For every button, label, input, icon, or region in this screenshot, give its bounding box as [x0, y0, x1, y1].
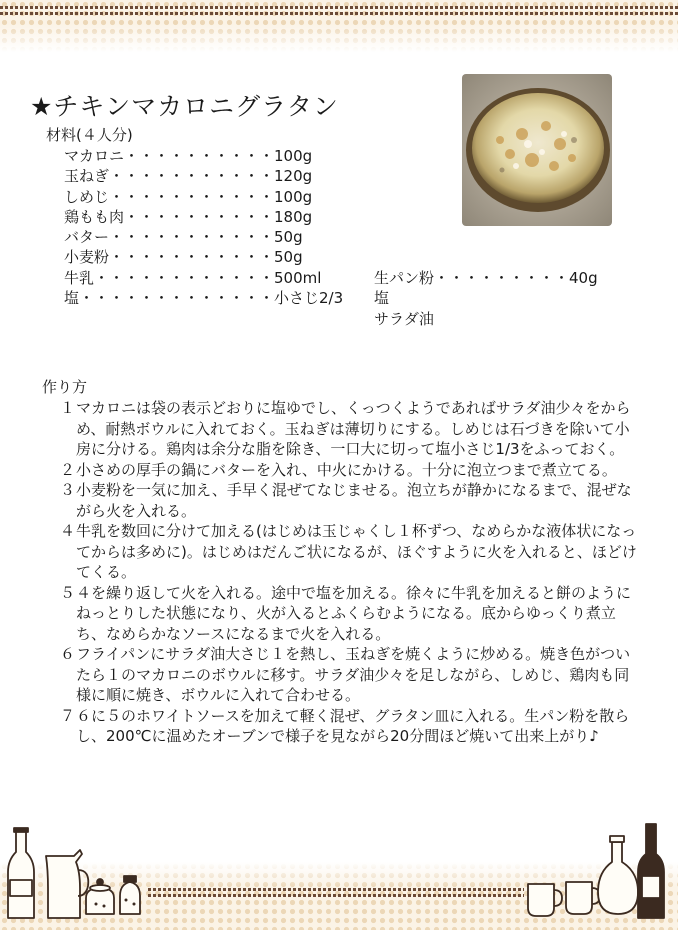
ingredient-row: サラダ油 [374, 309, 434, 328]
step-number: ４ [60, 522, 76, 540]
step-number: ６ [60, 645, 76, 663]
step-number: ３ [60, 481, 76, 499]
ingredient-row: 牛乳・・・・・・・・・・・・500ml [64, 268, 322, 287]
ingredient-row: 生パン粉・・・・・・・・・40g [374, 269, 598, 287]
step-text: 牛乳を数回に分けて加える(はじめは玉じゃくし１杯ずつ、なめらかな液体状になってからは多めに)。はじめはだんご状になるが、ほぐすように火を入れると、ほどけてくる。 [76, 522, 637, 581]
ingredient-row: しめじ・・・・・・・・・・・100g [64, 187, 313, 206]
ingredient-row: 鶏もも肉・・・・・・・・・・180g [64, 207, 313, 226]
recipe-title: ★チキンマカロニグラタン [30, 91, 339, 121]
step-item [60, 480, 640, 521]
step-item [60, 398, 640, 460]
ingredients-list-right [374, 268, 598, 329]
step-item [60, 521, 640, 583]
kitchenware-right-illustration [520, 820, 674, 924]
step-text: ４を繰り返して火を入れる。途中で塩を加える。徐々に牛乳を加えると餅のようにねっとりした状態になり、火が入るとふくらむようになる。底からゆっくり煮立ち、なめらかなソースになるまで火を入れる。 [76, 583, 632, 643]
gratin-photo [462, 74, 612, 226]
step-text: フライパンにサラダ油大さじ１を熱し、玉ねぎを焼くように炒める。焼き色がついたら１のマカロニのボウルに移す。サラダ油少々を足しながら、しめじ、鶏肉も同様に順に焼き、ボウルに入れて合わせる。 [76, 645, 631, 704]
ingredient-row: バター・・・・・・・・・・・50g [64, 228, 303, 247]
step-number: ２ [60, 460, 76, 479]
ingredients-label: 材料(４人分) [46, 126, 133, 144]
step-item [60, 460, 640, 481]
step-item [60, 706, 640, 747]
step-number: １ [60, 399, 76, 417]
step-text: マカロニは袋の表示どおりに塩ゆでし、くっつくようであればサラダ油少々をからめ、耐熱ボウルに入れておく。玉ねぎは薄切りにする。しめじは石づきを除いて小房に分ける。鶏肉は余分な脂を除き、一口大に切って塩小さじ1/3をふっておく。 [76, 399, 631, 458]
top-decorative-border [0, 0, 678, 52]
method-label: 作り方 [42, 378, 88, 396]
step-text: 小麦粉を一気に加え、手早く混ぜてなじませる。泡立ちが静かになるまで、混ぜながら火を入れる。 [76, 481, 632, 520]
step-text: 小さめの厚手の鍋にバターを入れ、中火にかける。十分に泡立つまで煮立てる。 [76, 460, 617, 479]
step-number: ５ [60, 583, 76, 602]
ingredients-list [64, 146, 343, 308]
step-text: ６に５のホワイトソースを加えて軽く混ぜ、グラタン皿に入れる。生パン粉を散らし、200℃に温めたオーブンで様子を見ながら20分間ほど焼いて出来上がり♪ [76, 706, 630, 745]
step-item [60, 583, 640, 645]
step-number: ７ [60, 706, 76, 725]
kitchenware-left-illustration [4, 826, 154, 922]
ingredient-row: 玉ねぎ・・・・・・・・・・・120g [64, 167, 313, 186]
ingredient-row: 小麦粉・・・・・・・・・・・50g [64, 248, 303, 267]
method-steps [60, 398, 640, 747]
step-item [60, 644, 640, 706]
ingredient-row: 塩・・・・・・・・・・・・・小さじ2/3 [64, 289, 344, 308]
ingredient-row: 塩 [374, 289, 390, 308]
ingredient-row: マカロニ・・・・・・・・・・100g [64, 147, 313, 165]
